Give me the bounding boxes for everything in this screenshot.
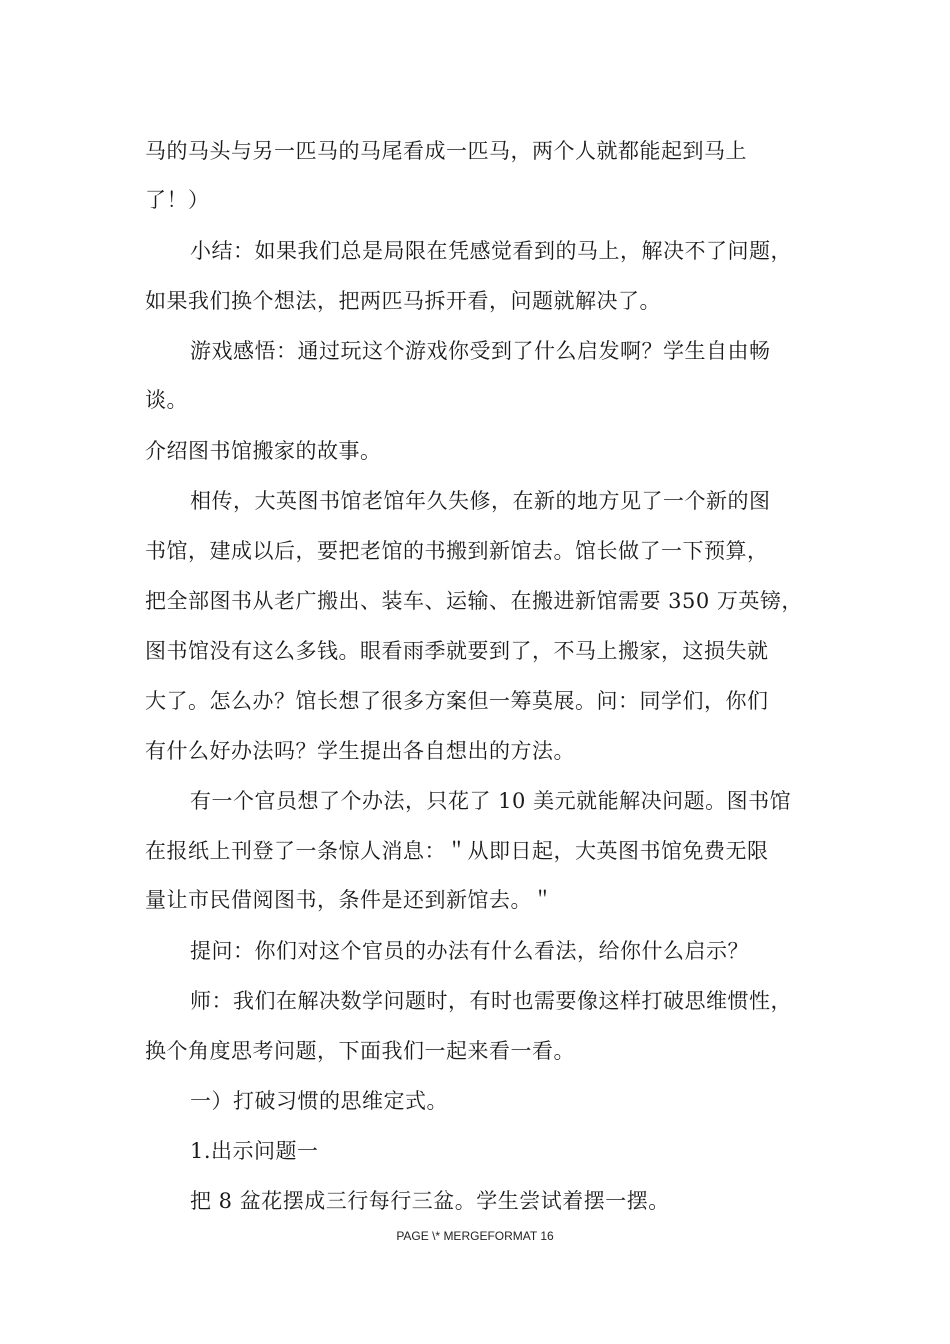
text-line: 谈。 [145,388,188,412]
text-line: 把 8 盆花摆成三行每行三盆。学生尝试着摆一摆。 [190,1189,670,1213]
page-footer: PAGE \* MERGEFORMAT 16 [396,1229,554,1243]
text-line: 有什么好办法吗？学生提出各自想出的方法。 [145,739,575,763]
text-line: 换个角度思考问题，下面我们一起来看一看。 [145,1039,575,1063]
text-line: 提问：你们对这个官员的办法有什么看法，给你什么启示？ [190,939,749,963]
text-line: 量让市民借阅图书，条件是还到新馆去。＂ [145,888,554,912]
text-line: 相传，大英图书馆老馆年久失修，在新的地方见了一个新的图 [190,489,771,513]
text-line: 有一个官员想了个办法，只花了 10 美元就能解决问题。图书馆 [190,789,792,813]
text-line: 图书馆没有这么多钱。眼看雨季就要到了，不马上搬家，这损失就 [145,639,769,663]
text-line: 如果我们换个想法，把两匹马拆开看，问题就解决了。 [145,289,661,313]
text-line: 书馆，建成以后，要把老馆的书搬到新馆去。馆长做了一下预算， [145,539,769,563]
text-line: 把全部图书从老广搬出、装车、运输、在搬进新馆需要 350 万英镑， [145,589,803,613]
text-line: 在报纸上刊登了一条惊人消息：＂从即日起，大英图书馆免费无限 [145,839,769,863]
text-line: 一）打破习惯的思维定式。 [190,1089,448,1113]
text-line: 介绍图书馆搬家的故事。 [145,439,382,463]
text-line: 师：我们在解决数学问题时，有时也需要像这样打破思维惯性， [190,989,792,1013]
text-line: 小结：如果我们总是局限在凭感觉看到的马上，解决不了问题， [190,239,792,263]
text-line: 马的马头与另一匹马的马尾看成一匹马，两个人就都能起到马上 [145,139,747,163]
text-line: 游戏感悟：通过玩这个游戏你受到了什么启发啊？学生自由畅 [190,339,771,363]
text-line: 大了。怎么办？馆长想了很多方案但一筹莫展。问：同学们，你们 [145,689,769,713]
text-line: 了！） [145,188,210,212]
text-line: 1.出示问题一 [190,1139,319,1163]
